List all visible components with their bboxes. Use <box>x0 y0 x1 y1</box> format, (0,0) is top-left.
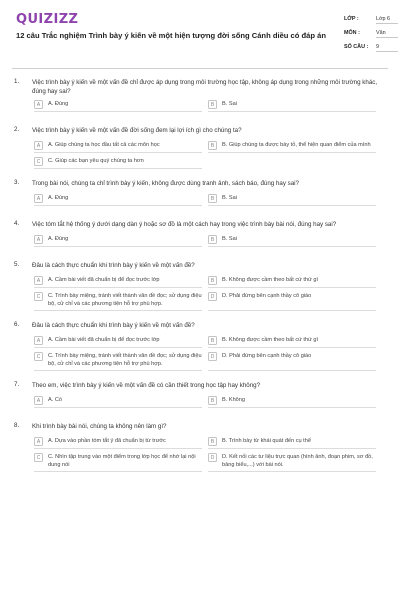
option-underline <box>34 287 202 288</box>
answer-options <box>34 194 382 206</box>
option-underline <box>208 152 376 153</box>
option-letter-box: A <box>34 100 43 109</box>
answer-row <box>34 437 382 449</box>
option-text: A. Dựa vào phần tóm tắt ý đã chuẩn bị từ trước <box>48 438 166 444</box>
option-underline <box>34 152 202 153</box>
option-letter-box: A <box>34 396 43 405</box>
meta-label: MÔN : <box>344 30 360 36</box>
answer-option[interactable] <box>208 235 382 247</box>
option-letter-box: B <box>208 437 217 446</box>
option-letter-box: A <box>34 336 43 345</box>
quizizz-logo: QUIZIZZ <box>16 12 79 27</box>
question-item <box>12 261 388 311</box>
option-underline <box>208 246 376 247</box>
option-text: C. Trình bày miệng, tránh viết thành văn đề đọc; sử dụng điệu bộ, cử chỉ và các phương tiện hỗ trợ phù hợp. <box>48 293 202 307</box>
option-letter-box: A <box>34 235 43 244</box>
option-letter-box: D <box>208 352 217 361</box>
answer-option[interactable] <box>208 276 382 288</box>
question-number: 1. <box>14 78 20 85</box>
answer-row <box>34 396 382 408</box>
option-text: A. Có <box>48 397 62 403</box>
meta-value: Lớp 6 <box>376 16 398 24</box>
option-text: A. Cầm bài viết đã chuẩn bị để đọc trước lớp <box>48 277 160 283</box>
question-text: Việc trình bày ý kiến về một vấn đề đời sống đem lại lợi ích gì cho chúng ta? <box>32 127 242 134</box>
question-text: Theo em, việc trình bày ý kiến về một vấn đề có cần thiết trong học tập hay không? <box>32 382 261 389</box>
answer-row <box>34 194 382 206</box>
option-letter-box: B <box>208 235 217 244</box>
question-text: Việc trình bày ý kiến về một vấn đề chỉ được áp dụng trong môi trường học tập, không áp dụng trong những môi trường khác, đúng hay sai? <box>32 79 378 95</box>
option-letter-box: A <box>34 276 43 285</box>
question-item <box>12 179 388 206</box>
meta-info <box>344 14 400 56</box>
answer-option[interactable] <box>208 194 382 206</box>
question-text: Đâu là cách thực chuẩn khi trình bày ý kiến về một vấn đề? <box>32 322 195 329</box>
answer-option[interactable] <box>34 453 208 472</box>
answer-options <box>34 100 382 112</box>
meta-value: Văn <box>376 30 398 38</box>
option-underline <box>208 111 376 112</box>
answer-option[interactable] <box>34 352 208 371</box>
option-letter-box: C <box>34 453 43 462</box>
option-letter-box: B <box>208 276 217 285</box>
option-underline <box>34 471 202 472</box>
option-text: D. Phải đứng bên cạnh thầy cô giáo <box>222 353 312 359</box>
option-text: D. Phải đứng bên cạnh thầy cô giáo <box>222 293 312 299</box>
option-text: B. Sai <box>222 195 237 201</box>
question-header <box>12 220 388 231</box>
answer-row <box>34 235 382 247</box>
option-underline <box>34 407 202 408</box>
answer-option[interactable] <box>34 292 208 311</box>
question-header <box>12 381 388 392</box>
meta-value: 9 <box>376 44 398 52</box>
question-number: 4. <box>14 220 20 227</box>
option-text: A. Cầm bài viết đã chuẩn bị để đọc trước lớp <box>48 337 160 343</box>
question-header <box>12 422 388 433</box>
answer-row <box>34 157 382 169</box>
option-text: A. Đúng <box>48 195 69 201</box>
answer-option[interactable] <box>208 141 382 153</box>
answer-option[interactable] <box>34 336 208 348</box>
answer-option[interactable] <box>208 352 382 371</box>
option-underline <box>208 448 376 449</box>
option-letter-box: D <box>208 453 217 462</box>
meta-label: LỚP : <box>344 16 359 22</box>
answer-option[interactable] <box>208 437 382 449</box>
question-text: Việc tóm tắt hệ thống ý dưới dạng dàn ý hoặc sơ đồ là một cách hay trong việc trình bày bài nói, đúng hay sai? <box>32 221 337 228</box>
answer-option[interactable] <box>34 194 208 206</box>
answer-row <box>34 336 382 348</box>
option-underline <box>208 205 376 206</box>
answer-option[interactable] <box>34 396 208 408</box>
option-letter-box: A <box>34 194 43 203</box>
answer-options <box>34 276 382 311</box>
question-text: Trong bài nói, chúng ta chỉ trình bày ý kiến, không được dùng tranh ảnh, sách báo, đúng hay sai? <box>32 180 299 187</box>
question-item <box>12 220 388 247</box>
question-header <box>12 78 388 96</box>
answer-row <box>34 100 382 112</box>
meta-row-subject <box>344 28 400 42</box>
answer-options <box>34 141 382 169</box>
question-number: 3. <box>14 179 20 186</box>
page-title: 12 câu Trắc nghiệm Trình bày ý kiến về một hiện tượng đời sống Cánh diều có đáp án <box>16 31 326 40</box>
answer-options <box>34 396 382 408</box>
answer-row <box>34 453 382 472</box>
option-underline <box>34 448 202 449</box>
option-text: C. Trình bày miệng, tránh viết thành văn đề đọc; sử dụng điệu bộ, cử chỉ và các phương tiện hỗ trợ phù hợp. <box>48 353 202 367</box>
answer-option[interactable] <box>208 396 382 408</box>
option-text: C. Giúp các bạn yêu quý chúng ta hơn <box>48 158 144 164</box>
option-text: B. Không được cầm theo bất cứ thứ gì <box>222 337 319 343</box>
answer-option[interactable] <box>34 235 208 247</box>
answer-option[interactable] <box>34 141 208 153</box>
option-underline <box>34 347 202 348</box>
question-number: 8. <box>14 422 20 429</box>
answer-options <box>34 235 382 247</box>
option-underline <box>34 370 202 371</box>
option-text: A. Đúng <box>48 236 69 242</box>
answer-option[interactable] <box>208 292 382 311</box>
question-list <box>12 78 388 472</box>
option-underline <box>34 168 202 169</box>
question-header <box>12 179 388 190</box>
option-underline <box>34 310 202 311</box>
option-letter-box: A <box>34 437 43 446</box>
question-item <box>12 126 388 169</box>
answer-row <box>34 141 382 153</box>
option-text: A. Đúng <box>48 101 69 107</box>
option-underline <box>208 407 376 408</box>
option-underline <box>208 287 376 288</box>
option-text: C. Nhìn tập trung vào một điểm trong lớp học để nhớ lại nội dung nói <box>48 454 196 468</box>
answer-option[interactable] <box>34 100 208 112</box>
question-header <box>12 261 388 272</box>
answer-row <box>34 276 382 288</box>
option-text: B. Trình bày từ khái quát đến cụ thể <box>222 438 311 444</box>
option-underline <box>208 471 376 472</box>
question-number: 7. <box>14 381 20 388</box>
answer-option[interactable] <box>34 437 208 449</box>
question-text: Đâu là cách thực chuẩn khi trình bày ý kiến về một vấn đề? <box>32 262 195 269</box>
question-number: 5. <box>14 261 20 268</box>
answer-options <box>34 437 382 472</box>
answer-options <box>34 336 382 371</box>
option-underline <box>208 370 376 371</box>
option-letter-box: C <box>34 157 43 166</box>
option-text: B. Sai <box>222 101 237 107</box>
option-text: B. Không được cầm theo bất cứ thứ gì <box>222 277 319 283</box>
worksheet-header <box>12 10 391 68</box>
option-text: B. Không <box>222 397 246 403</box>
answer-option[interactable] <box>34 276 208 288</box>
option-underline <box>34 111 202 112</box>
option-underline <box>34 205 202 206</box>
option-letter-box: C <box>34 352 43 361</box>
header-divider <box>12 68 388 69</box>
question-item <box>12 78 388 112</box>
option-letter-box: C <box>34 292 43 301</box>
option-text: B. Sai <box>222 236 237 242</box>
question-number: 6. <box>14 321 20 328</box>
answer-option[interactable] <box>208 100 382 112</box>
question-item <box>12 321 388 371</box>
question-header <box>12 126 388 137</box>
option-letter-box: B <box>208 336 217 345</box>
answer-row <box>34 352 382 371</box>
answer-option[interactable] <box>208 453 382 472</box>
answer-option[interactable] <box>34 157 208 169</box>
option-text: D. Kết nối các tư liệu trực quan (hình ảnh, đoạn phim, sơ đồ, bảng biểu,...) với bài nói. <box>222 454 373 468</box>
option-letter-box: D <box>208 292 217 301</box>
option-underline <box>208 310 376 311</box>
option-text: A. Giúp chúng ta học đầu tất cả các môn học <box>48 142 160 148</box>
question-number: 2. <box>14 126 20 133</box>
question-header <box>12 321 388 332</box>
option-text: B. Giúp chúng ta được bày tỏ, thể hiện quan điểm của mình <box>222 142 371 148</box>
meta-row-count <box>344 42 400 56</box>
option-letter-box: B <box>208 194 217 203</box>
question-text: Khi trình bày bài nói, chúng ta không nên làm gì? <box>32 423 167 430</box>
question-item <box>12 381 388 408</box>
answer-option[interactable] <box>208 336 382 348</box>
option-letter-box: A <box>34 141 43 150</box>
option-letter-box: B <box>208 141 217 150</box>
meta-row-class <box>344 14 400 28</box>
option-letter-box: B <box>208 100 217 109</box>
option-letter-box: B <box>208 396 217 405</box>
answer-row <box>34 292 382 311</box>
option-underline <box>34 246 202 247</box>
option-underline <box>208 347 376 348</box>
question-item <box>12 422 388 472</box>
meta-label: SỐ CÂU : <box>344 44 369 50</box>
